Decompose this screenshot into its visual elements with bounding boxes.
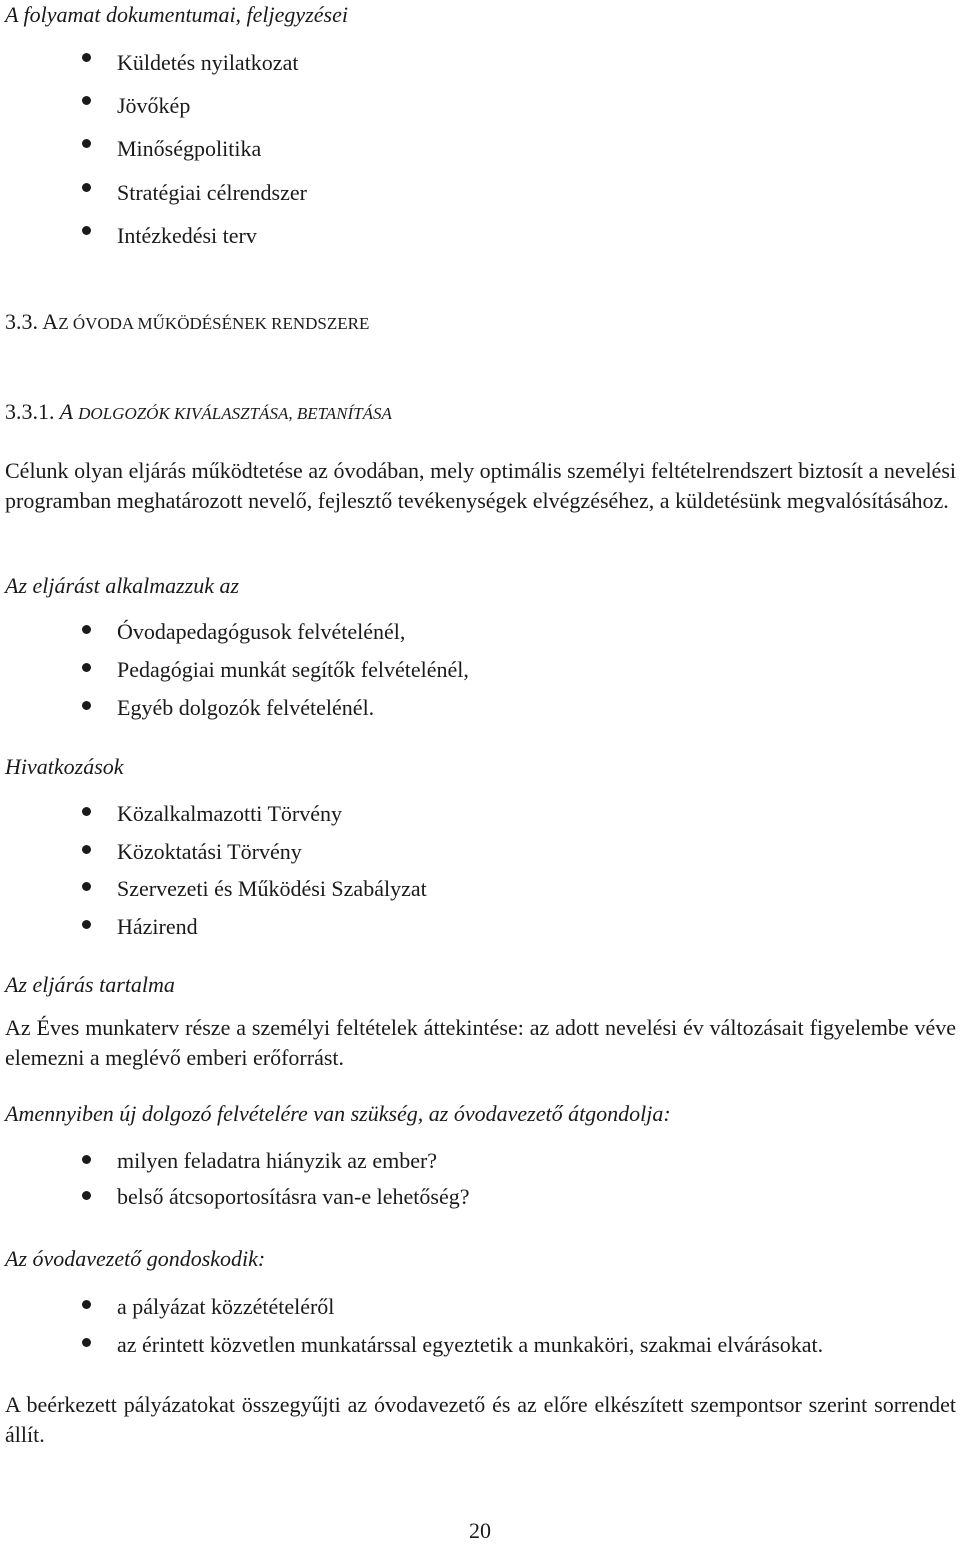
list-item: belső átcsoportosításra van-e lehetőség?: [82, 1179, 469, 1215]
intro-paragraph: Célunk olyan eljárás működtetése az óvodában, mely optimális személyi feltételrendszert biztosít a nevelési programban meghatározott nevelő, fejlesztő tevékenységek elvégzéséhez, a küldetésünk megvalósításához.: [5, 458, 956, 513]
director-heading: Az óvodavezető gondoskodik:: [5, 1246, 266, 1271]
list-item: Óvodapedagógusok felvételénél,: [82, 613, 469, 651]
section-initial: A: [42, 309, 59, 334]
subsection-initial: A: [59, 399, 73, 424]
content-heading: Az eljárás tartalma: [5, 972, 175, 997]
list-item: a pályázat közzétételéről: [82, 1288, 823, 1326]
list-item: Pedagógiai munkát segítők felvételénél,: [82, 651, 469, 689]
list-item: Házirend: [82, 908, 427, 946]
new-employee-list: [82, 1143, 469, 1215]
documents-list: [82, 41, 307, 257]
list-item: milyen feladatra hiányzik az ember?: [82, 1143, 469, 1179]
documents-heading: A folyamat dokumentumai, feljegyzései: [5, 2, 348, 27]
list-item: Küldetés nyilatkozat: [82, 41, 307, 84]
list-item: Közoktatási Törvény: [82, 833, 427, 871]
application-list: [82, 613, 469, 727]
content-paragraph: Az Éves munkaterv része a személyi feltételek áttekintése: az adott nevelési év változásait figyelembe véve elemezni a meglévő emberi erőforrást.: [5, 1015, 956, 1070]
list-item: Minőségpolitika: [82, 127, 307, 170]
references-list: [82, 795, 427, 945]
references-heading: Hivatkozások: [5, 754, 124, 779]
director-list: [82, 1288, 823, 1364]
list-item: Egyéb dolgozók felvételénél.: [82, 689, 469, 727]
closing-paragraph: A beérkezett pályázatokat összegyűjti az óvodavezető és az előre elkészített szempontsor szerint sorrendet állít.: [5, 1392, 956, 1447]
application-heading: Az eljárást alkalmazzuk az: [5, 573, 240, 598]
list-item: Intézkedési terv: [82, 214, 307, 257]
list-item: Stratégiai célrendszer: [82, 171, 307, 214]
list-item: Közalkalmazotti Törvény: [82, 795, 427, 833]
section-heading: [5, 307, 369, 339]
subsection-heading: [5, 397, 392, 429]
subsection-number: 3.3.1.: [5, 399, 55, 424]
section-title: Z ÓVODA MŰKÖDÉSÉNEK RENDSZERE: [58, 314, 370, 333]
section-number: 3.3.: [5, 309, 38, 334]
page-number: 20: [469, 1518, 491, 1543]
new-employee-heading: Amennyiben új dolgozó felvételére van szükség, az óvodavezető átgondolja:: [5, 1101, 671, 1126]
list-item: Jövőkép: [82, 84, 307, 127]
list-item: Szervezeti és Működési Szabályzat: [82, 870, 427, 908]
list-item: az érintett közvetlen munkatárssal egyeztetik a munkaköri, szakmai elvárásokat.: [82, 1326, 823, 1364]
subsection-title: DOLGOZÓK KIVÁLASZTÁSA, BETANÍTÁSA: [78, 404, 392, 423]
